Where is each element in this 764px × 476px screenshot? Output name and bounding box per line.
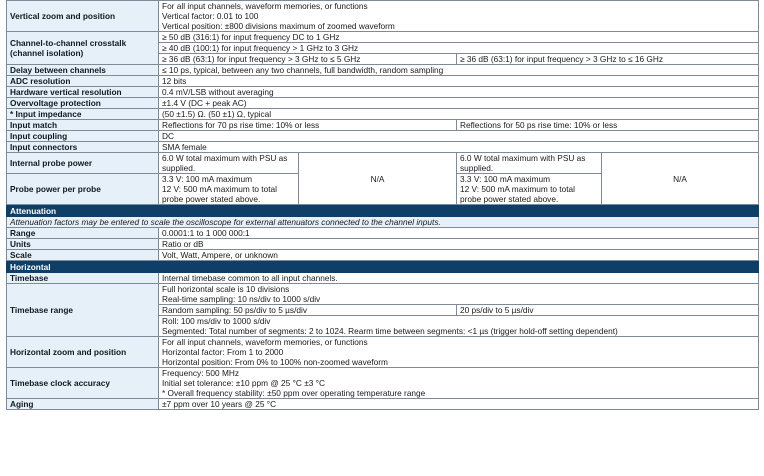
row-value-left: 6.0 W total maximum with PSU as supplied. — [159, 153, 299, 174]
row-value — [159, 337, 759, 368]
row-value: Internal timebase common to all input channels. — [159, 273, 759, 284]
row-value: Volt, Watt, Ampere, or unknown — [159, 250, 759, 261]
row-value: 12 bits — [159, 76, 759, 87]
row-label: Range — [7, 228, 159, 239]
value-line: * Overall frequency stability: ±50 ppm over operating temperature range — [162, 388, 426, 398]
row-value-left: Random sampling: 50 ps/div to 5 µs/div — [159, 305, 457, 316]
row-value: ≤ 10 ps, typical, between any two channels, full bandwidth, random sampling — [159, 65, 759, 76]
row-label: ADC resolution — [7, 76, 159, 87]
value-line: 12 V: 500 mA maximum to total probe power stated above. — [162, 184, 277, 204]
row-hw-resolution — [7, 87, 759, 98]
row-label: Aging — [7, 399, 159, 410]
row-label: Input match — [7, 120, 159, 131]
row-label: Timebase clock accuracy — [7, 368, 159, 399]
row-impedance — [7, 109, 759, 120]
value-line: Vertical position: ±800 divisions maximum of zoomed waveform — [162, 21, 395, 31]
value-line: Horizontal position: From 0% to 100% non-zoomed waveform — [162, 357, 388, 367]
na-cell-right: N/A — [602, 153, 759, 205]
row-value-left: ≥ 36 dB (63:1) for input frequency > 3 GHz to ≤ 5 GHz — [159, 54, 457, 65]
value-line: Vertical factor: 0.01 to 100 — [162, 11, 259, 21]
row-delay — [7, 65, 759, 76]
row-overvoltage — [7, 98, 759, 109]
row-label: Vertical zoom and position — [7, 1, 159, 32]
section-header-horizontal — [7, 261, 759, 273]
value-line: Roll: 100 ms/div to 1000 s/div — [162, 316, 271, 326]
section-header-attenuation — [7, 205, 759, 217]
row-clock-accuracy — [7, 368, 759, 399]
value-line: Horizontal factor: From 1 to 2000 — [162, 347, 284, 357]
section-title: Attenuation — [7, 205, 759, 217]
row-aging — [7, 399, 759, 410]
section-title: Horizontal — [7, 261, 759, 273]
row-value-right: ≥ 36 dB (63:1) for input frequency > 3 GHz to ≤ 16 GHz — [457, 54, 759, 65]
row-range — [7, 228, 759, 239]
row-value-right — [457, 174, 602, 205]
row-label: Hardware vertical resolution — [7, 87, 159, 98]
value-line: Real-time sampling: 10 ns/div to 1000 s/div — [162, 294, 321, 304]
value-line: Initial set tolerance: ±10 ppm @ 25 °C ±3 °C — [162, 378, 325, 388]
row-value: Ratio or dB — [159, 239, 759, 250]
row-value: 0.4 mV/LSB without averaging — [159, 87, 759, 98]
row-coupling — [7, 131, 759, 142]
na-cell-left: N/A — [299, 153, 457, 205]
value-line: For all input channels, waveform memories, or functions — [162, 337, 368, 347]
row-label: Timebase — [7, 273, 159, 284]
row-value — [159, 1, 759, 32]
row-label: Delay between channels — [7, 65, 159, 76]
row-value: ±7 ppm over 10 years @ 25 °C — [159, 399, 759, 410]
row-probe-power — [7, 153, 759, 174]
row-timebase — [7, 273, 759, 284]
row-label: Probe power per probe — [7, 174, 159, 205]
row-label: Timebase range — [7, 284, 159, 337]
row-units — [7, 239, 759, 250]
row-scale — [7, 250, 759, 261]
row-value: DC — [159, 131, 759, 142]
value-line: Segmented: Total number of segments: 2 to 1024. Rearm time between segments: <1 µs (trigger hold-off setting dependent) — [162, 326, 618, 336]
row-value-right: Reflections for 50 ps rise time: 10% or less — [457, 120, 759, 131]
row-horizontal-zoom — [7, 337, 759, 368]
row-value: (50 ±1.5) Ω. (50 ±1) Ω, typical — [159, 109, 759, 120]
row-label: Input connectors — [7, 142, 159, 153]
value-line: Frequency: 500 MHz — [162, 368, 240, 378]
row-label: Overvoltage protection — [7, 98, 159, 109]
value-line: 3.3 V: 100 mA maximum — [162, 174, 253, 184]
spec-table — [6, 0, 759, 410]
row-value-right: 20 ps/div to 5 µs/div — [457, 305, 759, 316]
row-value: ≥ 40 dB (100:1) for input frequency > 1 GHz to 3 GHz — [159, 43, 759, 54]
row-value: ±1.4 V (DC + peak AC) — [159, 98, 759, 109]
row-crosstalk — [7, 32, 759, 43]
row-value-left: Reflections for 70 ps rise time: 10% or less — [159, 120, 457, 131]
row-value: SMA female — [159, 142, 759, 153]
row-input-match — [7, 120, 759, 131]
row-timebase-range — [7, 284, 759, 305]
row-value: ≥ 50 dB (316:1) for input frequency DC to 1 GHz — [159, 32, 759, 43]
row-label: * Input impedance — [7, 109, 159, 120]
row-value: 0.0001:1 to 1 000 000:1 — [159, 228, 759, 239]
value-line: 12 V: 500 mA maximum to total probe power stated above. — [460, 184, 575, 204]
row-vertical-zoom — [7, 1, 759, 32]
value-line: Full horizontal scale is 10 divisions — [162, 284, 290, 294]
row-adc — [7, 76, 759, 87]
row-value — [159, 368, 759, 399]
row-value — [159, 316, 759, 337]
row-attenuation-note — [7, 217, 759, 228]
row-value-left — [159, 174, 299, 205]
row-value — [159, 284, 759, 305]
value-line: 3.3 V: 100 mA maximum — [460, 174, 551, 184]
row-value-right: 6.0 W total maximum with PSU as supplied. — [457, 153, 602, 174]
row-label: Units — [7, 239, 159, 250]
row-label: Scale — [7, 250, 159, 261]
row-connectors — [7, 142, 759, 153]
row-label: Internal probe power — [7, 153, 159, 174]
row-label: Horizontal zoom and position — [7, 337, 159, 368]
note-text: Attenuation factors may be entered to scale the oscilloscope for external attenuators connected to the channel inputs. — [7, 217, 759, 228]
row-label: Channel-to-channel crosstalk (channel isolation) — [7, 32, 159, 65]
row-label: Input coupling — [7, 131, 159, 142]
value-line: For all input channels, waveform memories, or functions — [162, 1, 368, 11]
